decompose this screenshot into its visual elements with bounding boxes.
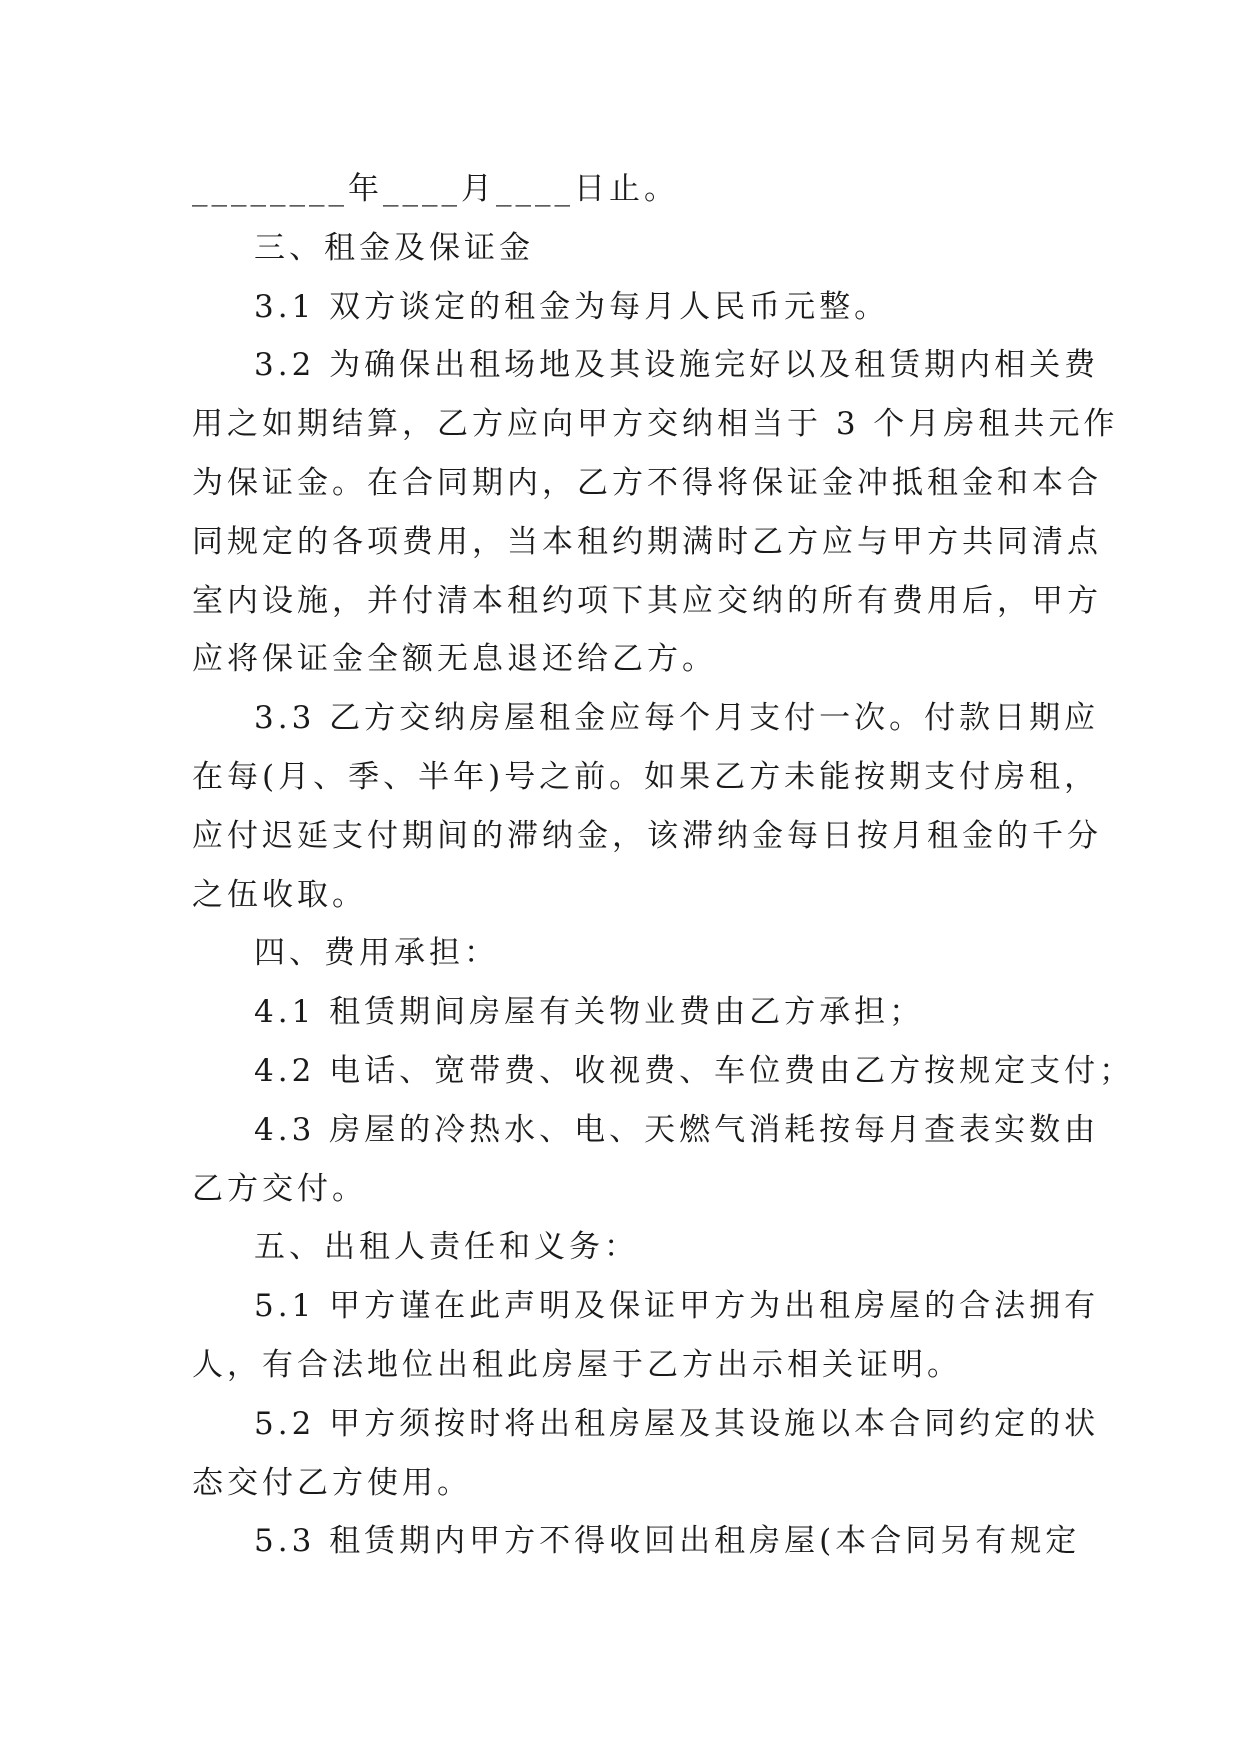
text-line: 室内设施，并付清本租约项下其应交纳的所有费用后，甲方 [192,582,1102,619]
clause-line: 4.3 房屋的冷热水、电、天燃气消耗按每月查表实数由 [254,1111,1100,1148]
clause-line: 3.1 双方谈定的租金为每月人民币元整。 [254,288,890,325]
clause-line: 4.1 租赁期间房屋有关物业费由乙方承担； [254,994,925,1031]
clause-line: 3.2 为确保出租场地及其设施完好以及租赁期内相关费 [254,347,1100,384]
text-line: 态交付乙方使用。 [192,1464,472,1501]
text-line: 之伍收取。 [192,876,367,913]
text-line: 乙方交付。 [192,1170,367,1207]
document-body [192,160,1135,1571]
clause-line: 5.2 甲方须按时将出租房屋及其设施以本合同约定的状 [254,1405,1100,1442]
text-line: 人，有合法地位出租此房屋于乙方出示相关证明。 [192,1346,962,1383]
clause-line: 5.1 甲方谨在此声明及保证甲方为出租房屋的合法拥有 [254,1288,1100,1325]
clause-line: 4.2 电话、宽带费、收视费、车位费由乙方按规定支付； [254,1052,1135,1089]
text-line: 应将保证金全额无息退还给乙方。 [192,641,717,678]
text-line: 为保证金。在合同期内，乙方不得将保证金冲抵租金和本合 [192,464,1102,501]
text-line: 在每(月、季、半年)号之前。如果乙方未能按期支付房租， [192,758,1100,795]
text-line: 应付迟延支付期间的滞纳金，该滞纳金每日按月租金的千分 [192,817,1102,854]
section-heading: 三、租金及保证金 [254,229,534,266]
clause-line: 5.3 租赁期内甲方不得收回出租房屋(本合同另有规定 [254,1523,1081,1560]
section-heading: 四、费用承担： [254,935,499,972]
text-line: ________年____月____日止。 [192,171,679,207]
text-line: 同规定的各项费用，当本租约期满时乙方应与甲方共同清点 [192,523,1102,560]
clause-line: 3.3 乙方交纳房屋租金应每个月支付一次。付款日期应 [254,700,1100,737]
text-line: 用之如期结算，乙方应向甲方交纳相当于 3 个月房租共元作 [192,406,1119,443]
section-heading: 五、出租人责任和义务： [254,1229,639,1266]
